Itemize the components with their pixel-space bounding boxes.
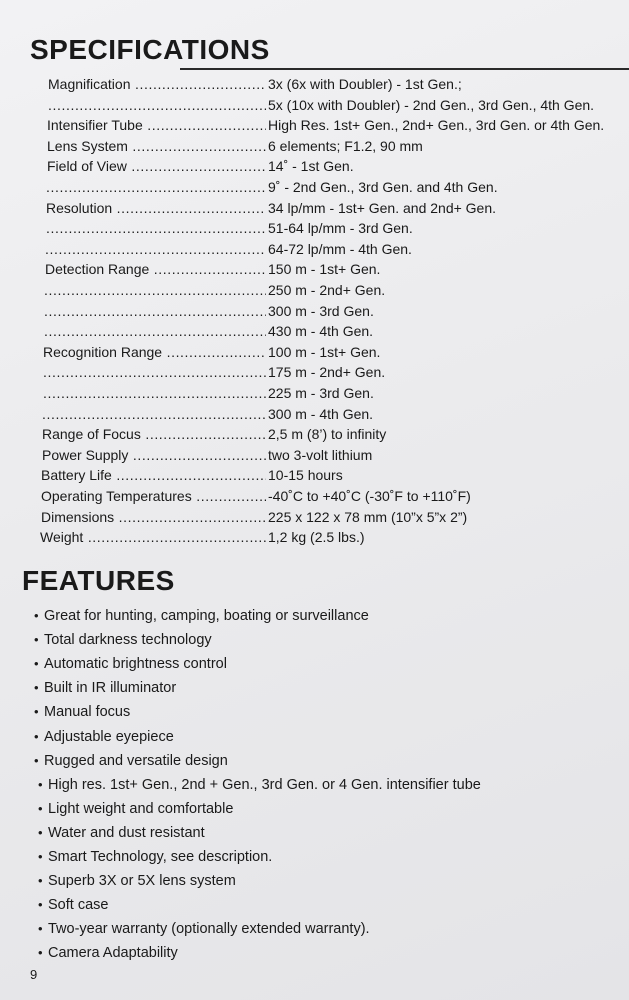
- spec-row: [0, 198, 629, 218]
- spec-row: [0, 486, 629, 506]
- spec-label: Power Supply .....: [42, 445, 266, 465]
- spec-row: [0, 177, 629, 197]
- spec-value: 6 elements; F1.2, 90 mm: [268, 137, 423, 154]
- spec-row: [0, 259, 629, 279]
- bullet-icon: •: [38, 824, 43, 840]
- feature-item: [34, 677, 176, 699]
- spec-row: [0, 445, 629, 465]
- feature-item: [34, 726, 174, 748]
- spec-row: [0, 156, 629, 176]
- feature-text: Adjustable eyepiece: [44, 728, 174, 745]
- spec-label: [46, 177, 266, 197]
- feature-item: [38, 894, 108, 916]
- spec-label: [46, 218, 266, 238]
- spec-label: Field of View .....: [47, 156, 266, 176]
- spec-label: [43, 362, 266, 382]
- feature-text: Great for hunting, camping, boating or surveillance: [44, 608, 369, 624]
- spec-label: [44, 301, 266, 321]
- feature-text: Smart Technology, see description.: [48, 849, 273, 865]
- spec-row: [0, 301, 629, 321]
- spec-value: two 3-volt lithium: [268, 446, 373, 463]
- spec-label: [44, 321, 266, 341]
- spec-label: Battery Life .....: [41, 465, 266, 485]
- bullet-icon: •: [34, 680, 39, 696]
- spec-label: Lens System .....: [47, 136, 266, 156]
- spec-label: [48, 95, 266, 115]
- bullet-icon: •: [38, 800, 43, 816]
- feature-text: Automatic brightness control: [44, 656, 227, 673]
- feature-item: [34, 653, 227, 675]
- bullet-icon: •: [38, 776, 43, 792]
- spec-label: Recognition Range .....: [43, 342, 266, 362]
- feature-item: [38, 870, 236, 892]
- feature-text: Camera Adaptability: [48, 945, 178, 962]
- spec-value: 2,5 m (8’) to infinity: [268, 426, 387, 443]
- spec-label: Dimensions .....: [41, 507, 266, 527]
- spec-row: [0, 218, 629, 238]
- spec-row: [0, 239, 629, 259]
- feature-text: High res. 1st+ Gen., 2nd + Gen., 3rd Gen. or 4 Gen. intensifier tube: [48, 776, 481, 793]
- spec-value: -40˚C to +40˚C (-30˚F to +110˚F): [268, 488, 471, 504]
- spec-label: Intensifier Tube .....: [47, 115, 266, 135]
- bullet-icon: •: [38, 921, 43, 937]
- spec-value: 34 lp/mm - 1st+ Gen. and 2nd+ Gen.: [268, 199, 497, 216]
- spec-label: [43, 383, 266, 403]
- spec-label: Weight .....: [40, 527, 266, 547]
- spec-label: [45, 239, 266, 259]
- spec-row: [0, 115, 629, 135]
- feature-text: Light weight and comfortable: [48, 800, 234, 817]
- spec-row: [0, 527, 629, 547]
- spec-row: [0, 465, 629, 485]
- spec-value: 51-64 lp/mm - 3rd Gen.: [268, 220, 413, 237]
- bullet-icon: •: [34, 704, 39, 720]
- spec-value: 225 x 122 x 78 mm (10”x 5”x 2”): [268, 508, 468, 525]
- bullet-icon: •: [34, 752, 39, 768]
- feature-text: Built in IR illuminator: [44, 680, 177, 697]
- spec-value: High Res. 1st+ Gen., 2nd+ Gen., 3rd Gen. or 4th Gen.: [268, 117, 605, 134]
- spec-value: 10-15 hours: [268, 467, 343, 484]
- feature-item: [34, 701, 130, 723]
- spec-row: [0, 424, 629, 444]
- spec-row: [0, 280, 629, 300]
- feature-item: [38, 918, 370, 940]
- spec-value: 175 m - 2nd+ Gen.: [268, 364, 386, 381]
- spec-value: 250 m - 2nd+ Gen.: [268, 282, 386, 298]
- spec-value: 5x (10x with Doubler) - 2nd Gen., 3rd Gen., 4th Gen.: [268, 96, 595, 113]
- feature-item: [38, 798, 233, 820]
- spec-label: Magnification .....: [48, 74, 266, 94]
- spec-value: 100 m - 1st+ Gen.: [268, 343, 381, 360]
- feature-item: [34, 605, 369, 627]
- bullet-icon: •: [38, 897, 43, 913]
- spec-row: [0, 362, 629, 382]
- feature-text: Soft case: [48, 897, 109, 914]
- spec-row: [0, 383, 629, 403]
- spec-label: Resolution .....: [46, 198, 266, 218]
- heading-rule: [180, 68, 629, 70]
- feature-text: Superb 3X or 5X lens system: [48, 873, 236, 890]
- spec-value: 300 m - 3rd Gen.: [268, 302, 374, 319]
- feature-item: [34, 629, 212, 651]
- spec-row: [0, 404, 629, 424]
- bullet-icon: •: [34, 728, 39, 744]
- bullet-icon: •: [38, 945, 43, 961]
- bullet-icon: •: [38, 849, 43, 864]
- spec-value: 64-72 lp/mm - 4th Gen.: [268, 240, 412, 257]
- spec-value: 150 m - 1st+ Gen.: [268, 261, 381, 278]
- feature-text: Total darkness technology: [44, 632, 212, 649]
- feature-text: Rugged and versatile design: [44, 752, 228, 769]
- spec-row: [0, 507, 629, 527]
- spec-value: 225 m - 3rd Gen.: [268, 385, 374, 401]
- feature-text: Manual focus: [44, 704, 131, 721]
- spec-label: [42, 404, 266, 424]
- feature-text: Two-year warranty (optionally extended warranty).: [48, 921, 370, 938]
- feature-item: [34, 750, 228, 772]
- feature-item: [38, 846, 272, 868]
- specifications-heading: SPECIFICATIONS: [30, 34, 270, 65]
- bullet-icon: •: [34, 656, 39, 672]
- spec-row: [0, 136, 629, 156]
- bullet-icon: •: [34, 632, 39, 648]
- bullet-icon: •: [34, 608, 39, 623]
- spec-value: 430 m - 4th Gen.: [268, 323, 374, 340]
- spec-value: 14˚ - 1st Gen.: [268, 158, 354, 175]
- spec-label: Operating Temperatures .....: [41, 486, 266, 506]
- spec-label: Range of Focus .....: [42, 424, 266, 444]
- spec-value: 3x (6x with Doubler) - 1st Gen.;: [268, 76, 462, 92]
- spec-row: [0, 95, 629, 115]
- spec-label: Detection Range .....: [45, 259, 266, 279]
- feature-text: Water and dust resistant: [48, 824, 205, 841]
- page-number: 9: [30, 967, 38, 982]
- spec-value: 1,2 kg (2.5 lbs.): [268, 529, 365, 546]
- spec-value: 9˚ - 2nd Gen., 3rd Gen. and 4th Gen.: [268, 179, 498, 195]
- spec-label: [44, 280, 266, 300]
- feature-item: [38, 774, 481, 796]
- spec-row: [0, 321, 629, 341]
- spec-row: [0, 74, 629, 94]
- spec-value: 300 m - 4th Gen.: [268, 405, 374, 422]
- features-heading: FEATURES: [22, 565, 175, 596]
- bullet-icon: •: [38, 873, 43, 889]
- feature-item: [38, 822, 205, 844]
- spec-row: [0, 342, 629, 362]
- feature-item: [38, 942, 178, 964]
